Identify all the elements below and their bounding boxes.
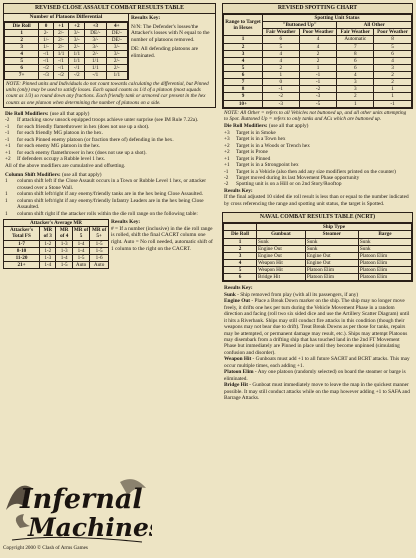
table-row xyxy=(224,36,412,43)
table-cell: 1/1 xyxy=(53,51,69,58)
table-cell: -/1 xyxy=(69,65,85,72)
modifier-value: 1 xyxy=(5,178,8,185)
table-cell: Platoon Elim xyxy=(358,267,411,274)
modifier-text: Target is Prone xyxy=(236,149,268,156)
table-row xyxy=(224,64,412,71)
table-cell: 2 xyxy=(374,72,412,79)
table-cell: -/1 xyxy=(53,58,69,65)
modifier-text: for each enemy flamethrower in hex (does not use up a shot). xyxy=(17,149,147,156)
modifier-value: -2 xyxy=(224,181,229,188)
table-cell: 6 xyxy=(337,57,374,64)
table-cell: 11-20 xyxy=(4,254,40,261)
table-row xyxy=(5,29,128,36)
table-cell: Weapon Hit xyxy=(257,267,306,274)
table-cell: 2 xyxy=(374,79,412,86)
naval-result-text: - Ship removed from play (with all its passengers, if any) xyxy=(235,291,359,298)
table-cell: -3 xyxy=(299,93,337,100)
table-cell: 4 xyxy=(299,36,337,43)
naval-result-entry xyxy=(224,356,411,369)
table-cell: 3 xyxy=(5,43,39,50)
table-row xyxy=(224,238,412,245)
logo-artwork xyxy=(2,470,152,546)
naval-result-entry xyxy=(224,298,411,356)
table-row xyxy=(4,240,109,247)
modifier-text: for each enemy MG platoon in the hex. xyxy=(17,143,101,150)
modifier-value: +1 xyxy=(224,155,230,162)
table-cell: 5 xyxy=(224,64,263,71)
table-cell: -/1 xyxy=(85,72,106,79)
table-cell: 1 xyxy=(337,100,374,107)
logo-word-machines: Machines xyxy=(28,513,152,542)
spotting-sub-header: Fair Weather xyxy=(337,29,374,36)
modifier-text: Target is Pinned xyxy=(236,155,271,162)
naval-result-entry xyxy=(224,369,411,382)
ca-col-header: Die Roll xyxy=(5,22,39,29)
close-assault-table-box xyxy=(3,3,216,108)
table-cell: -1 xyxy=(263,86,300,93)
table-cell: Sunk xyxy=(257,238,306,245)
modifier-value: +1 xyxy=(5,149,11,156)
naval-result-name: Sunk xyxy=(224,291,236,298)
table-cell: -5 xyxy=(299,100,337,107)
close-assault-title: REVISED CLOSE ASSAULT COMBAT RESULTS TABLE xyxy=(4,4,215,14)
table-cell: 8-10 xyxy=(4,247,40,254)
platoons-differential-label: Number of Platoons Differential xyxy=(4,14,128,21)
table-cell: 1 xyxy=(224,238,257,245)
aa-col-header: MR of 3 xyxy=(40,227,56,240)
aa-col-header: MR of 5+ xyxy=(90,227,109,240)
table-cell: 4 xyxy=(224,57,263,64)
table-cell: 2/- xyxy=(106,58,127,65)
table-cell: Automatic xyxy=(337,36,374,43)
table-cell: 1-2 xyxy=(40,240,56,247)
table-cell: 1/1 xyxy=(69,51,85,58)
modifier-text: If attacking snow unsock equipped troops achieve unter surprise (see IM Rule 7.22a). xyxy=(17,117,199,124)
ca-mod-intro: (use all that apply) xyxy=(49,110,90,117)
table-cell: 2 xyxy=(224,43,263,50)
table-cell: -/2 xyxy=(69,72,85,79)
ca-results-key-text2: DE: All defending platoons are eliminated. xyxy=(131,46,199,60)
table-cell: 4 xyxy=(337,72,374,79)
modifier-row xyxy=(5,156,214,162)
modifier-text: If defenders occupy a Rubble level 1 hex. xyxy=(17,156,106,163)
table-cell: Platoon Elim xyxy=(305,274,358,281)
table-cell: 1-5 xyxy=(56,261,72,268)
ca-col-header: +2 xyxy=(69,22,85,29)
table-cell: 1-4 xyxy=(56,254,72,261)
copyright: Copyright 2000 © Clash of Arms Games xyxy=(3,545,88,551)
table-cell: 1/1 xyxy=(69,58,85,65)
naval-result-text: - Place a Break Down marker on the ship. The ship may no longer move freely, it drifts one hex per turn during the Vehicle Movement Phase in a random direction and facing (roll two six sided dice and use the Artillery Scatter Diagram) until it hits a Riverbank. Ships may still conduct fire attacks in this condition (though their weapons may not bear due to drift). Treat Break Downs as per those for tanks, repairs may be attempted, or permanent damage may result, etc.). Ships may attempt Platoons may disembark from a drifting ship that has touched land in the 2nd FT Movement Phase but immediately are Pinned in place until they become unpinned (simulating confusion and disorder). xyxy=(224,298,410,356)
table-cell: -/3 xyxy=(39,72,53,79)
naval-result-text: - Gunboats must add +1 to all future SACRT and BCRT attacks. This may occur multiple times, each adding +1. xyxy=(224,356,410,369)
aa-col-header: Attacker's Total FS xyxy=(4,227,40,240)
table-cell: 21+ xyxy=(4,261,40,268)
table-cell: 2/- xyxy=(106,65,127,72)
table-cell: 1-3 xyxy=(40,254,56,261)
modifier-text: column shift left/right if any enemy/friendly Infantry Leaders are in the hex being Close Assaulted. xyxy=(17,197,204,211)
table-cell: 5 xyxy=(224,267,257,274)
table-cell: 3 xyxy=(224,50,263,57)
modifier-value: -1 xyxy=(5,130,10,137)
naval-table xyxy=(223,223,412,281)
naval-col-header: Barge xyxy=(358,231,411,238)
table-cell: 5 xyxy=(263,43,300,50)
table-row xyxy=(5,51,128,58)
table-cell: 1-3 xyxy=(56,240,72,247)
table-cell: -2 xyxy=(263,93,300,100)
table-cell: -1 xyxy=(299,79,337,86)
table-cell: 4 xyxy=(224,259,257,266)
table-cell: 3/- xyxy=(106,51,127,58)
spotting-sub-header: Poor Weather xyxy=(299,29,337,36)
table-row xyxy=(224,72,412,79)
table-cell: 9 xyxy=(224,93,263,100)
table-row xyxy=(5,65,128,72)
table-row xyxy=(224,252,412,259)
table-cell: 2/- xyxy=(53,29,69,36)
modifier-text: for each friendly flamethrower in hex (does not use up a shot). xyxy=(17,123,150,130)
attacker-average-section xyxy=(3,219,216,269)
table-cell: 1-5 xyxy=(72,254,89,261)
table-cell: Platoon Elim xyxy=(305,267,358,274)
table-cell: 2 xyxy=(299,50,337,57)
table-row xyxy=(224,274,412,281)
table-cell: 1/1 xyxy=(85,65,106,72)
table-cell: 1-5 xyxy=(90,247,109,254)
table-cell: 6 xyxy=(5,65,39,72)
aa-key-title: Results Key: xyxy=(111,219,141,226)
table-cell: 1-3 xyxy=(56,247,72,254)
naval-col-header: Steamer xyxy=(305,231,358,238)
modifier-value: +2 xyxy=(224,142,230,149)
naval-result-text: - Any one platoon (randomly selected) on board the steamer or barge is eliminated. xyxy=(224,369,406,382)
table-row xyxy=(224,43,412,50)
table-cell: Sunk xyxy=(358,245,411,252)
table-cell: Engine Out xyxy=(305,252,358,259)
table-row xyxy=(224,93,412,100)
right-column xyxy=(222,3,413,401)
table-cell: DE/- xyxy=(106,29,127,36)
modifier-text: Target is a Vehicle (also then add any size modifiers printed on the counter) xyxy=(236,168,396,175)
table-cell: Engine Out xyxy=(257,252,306,259)
ca-shift-title: Column Shift Modifiers: xyxy=(5,171,61,178)
naval-table-box xyxy=(222,212,413,282)
table-row xyxy=(224,50,412,57)
table-cell: 6 xyxy=(337,64,374,71)
table-cell: 7 xyxy=(224,79,263,86)
table-cell: 4 xyxy=(263,57,300,64)
table-cell: Sunk xyxy=(358,238,411,245)
table-row xyxy=(224,57,412,64)
table-row xyxy=(4,261,109,268)
modifier-value: -1 xyxy=(5,123,10,130)
table-cell: Platoon Elim xyxy=(358,259,411,266)
table-cell: Bridge Hit xyxy=(257,274,306,281)
modifier-text: column shift left if the Close Assault occurs in a Town or Rubble Level 1 hex, or attacker crossed over a Stone Wall. xyxy=(17,178,206,191)
modifier-value: 1 xyxy=(5,191,8,198)
ca-die-roll-modifiers xyxy=(5,111,214,217)
table-cell: -/2 xyxy=(39,65,53,72)
left-column xyxy=(3,3,216,269)
table-row xyxy=(5,72,128,79)
modifier-text: column shift right if the attacker rolls within the die roll range on the following table: xyxy=(17,210,198,217)
ca-mods-footer: All of the above modifiers are cumulative and offsetting. xyxy=(5,162,126,169)
ca-shift-intro: (use all that apply) xyxy=(61,171,102,178)
attacker-average-title: Attacker's Average MR xyxy=(4,220,109,227)
naval-result-name: Platoon Elim xyxy=(224,369,254,376)
table-cell: 1-4 xyxy=(40,261,56,268)
table-cell: -3 xyxy=(263,100,300,107)
table-cell: Auto xyxy=(90,261,109,268)
table-cell: 2- xyxy=(39,29,53,36)
table-cell: 8 xyxy=(337,50,374,57)
table-cell: 3 xyxy=(224,252,257,259)
ca-results-key-text1: N/N: The Defender's losses/the Attacker's losses with N equal to the number of platoons removed. xyxy=(131,23,210,43)
table-cell: DE/- xyxy=(85,29,106,36)
modifier-value: +1 xyxy=(5,143,11,150)
infernal-machines-logo xyxy=(2,470,152,550)
table-cell: 0 xyxy=(263,79,300,86)
table-cell: 4 xyxy=(263,50,300,57)
table-cell: 7 xyxy=(337,43,374,50)
modifier-text: Target moved during its last Movement Phase opportunity xyxy=(236,175,360,181)
table-cell: 3/- xyxy=(69,29,85,36)
table-row xyxy=(224,79,412,86)
naval-results-key xyxy=(224,285,411,401)
table-cell: -/2 xyxy=(53,72,69,79)
naval-title: NAVAL COMBAT RESULTS TABLE (NCRT) xyxy=(223,213,412,223)
naval-result-text: - Gunboat must immediately move to leave the map in the quickest manner possible. It may still conduct attacks while on the map however adding +1 to SAFA and Barrage Attacks. xyxy=(224,382,410,402)
table-cell: 2 xyxy=(263,64,300,71)
table-cell: 1-4 xyxy=(72,247,89,254)
table-cell: 1/1 xyxy=(106,72,127,79)
table-cell: -1 xyxy=(374,100,412,107)
ca-col-header: +1 xyxy=(53,22,69,29)
table-cell: Platoon Elim xyxy=(358,252,411,259)
modifier-value: +3 xyxy=(224,129,230,136)
table-cell: 8 xyxy=(224,86,263,93)
table-cell: 1-5 xyxy=(90,240,109,247)
aa-col-header: MR of 4 xyxy=(56,227,72,240)
table-cell: 2/- xyxy=(69,43,85,50)
table-row xyxy=(224,259,412,266)
table-cell: 6 xyxy=(224,72,263,79)
table-cell: 1-2 xyxy=(40,247,56,254)
spotting-range-header: Range to Target in Hexes xyxy=(224,15,263,36)
table-cell: 1-4 xyxy=(72,240,89,247)
table-cell: 1 xyxy=(224,36,263,43)
table-cell: Sunk xyxy=(305,238,358,245)
spotting-title: REVISED SPOTTING CHART xyxy=(223,4,412,14)
modifier-value: 1 xyxy=(5,210,8,217)
table-cell: 1 xyxy=(374,93,412,100)
naval-ship-type-header: Ship Type xyxy=(257,224,412,231)
modifier-text: for each Pinned enemy platoon (or fraction there of) defending in the hex. xyxy=(17,136,174,143)
modifier-row xyxy=(5,198,214,211)
table-cell: -/1 xyxy=(53,65,69,72)
table-cell: 1/- xyxy=(39,36,53,43)
table-row xyxy=(4,254,109,261)
table-cell: 7+ xyxy=(5,72,39,79)
table-cell: 2/- xyxy=(53,43,69,50)
table-cell: 6 xyxy=(374,50,412,57)
modifier-text: Target is in a Woods or Trench hex xyxy=(236,142,310,149)
spotting-sub-header: Fair Weather xyxy=(263,29,300,36)
table-row xyxy=(5,36,128,43)
table-cell: 4 xyxy=(374,57,412,64)
table-row xyxy=(4,247,109,254)
table-cell: -1 xyxy=(299,72,337,79)
naval-result-entry xyxy=(224,382,411,401)
table-cell: 1-7 xyxy=(4,240,40,247)
aa-col-header: MR of 5 xyxy=(73,227,89,240)
table-cell: Weapon Hit xyxy=(257,259,306,266)
table-cell: -/1 xyxy=(39,51,53,58)
table-cell: 3 xyxy=(374,64,412,71)
spotting-sub-header: Poor Weather xyxy=(374,29,412,36)
modifier-text: column shift left/right if any enemy/friendly tanks are in the hex being Close Assaulted. xyxy=(17,191,203,198)
table-cell: 3/- xyxy=(69,36,85,43)
spotting-other-header: All Other xyxy=(337,22,412,29)
table-cell: 3 xyxy=(337,86,374,93)
modifier-value: 1 xyxy=(5,197,8,204)
modifier-text: for each friendly MG platoon in the hex. xyxy=(17,130,103,137)
spotting-buttoned-header: "Buttoned Up" xyxy=(263,22,337,29)
table-cell: 5 xyxy=(374,43,412,50)
spotting-status-header: Spotting Unit Status xyxy=(263,15,412,22)
table-cell: Engine Out xyxy=(257,245,306,252)
table-cell: 2 xyxy=(5,36,39,43)
table-cell: 3 xyxy=(337,79,374,86)
table-row xyxy=(224,245,412,252)
close-assault-table xyxy=(4,22,128,80)
sp-key-text: If the final adjusted 10 sided die roll result is less than or equal to the number indicated by cross referencing the range and spotting unit status, the target is Spotted. xyxy=(224,194,409,207)
modifier-value: -1 xyxy=(5,136,10,143)
spotting-chart-box xyxy=(222,3,413,109)
table-cell: -/1 xyxy=(39,58,53,65)
naval-result-name: Engine Out xyxy=(224,298,251,305)
spotting-note: NOTE: All Other = refers to all Vehicles not buttoned up, and all other units attempting to Spot. Buttoned Up = refers to only tanks and ACs which are buttoned up. xyxy=(224,109,407,123)
table-cell: 1 xyxy=(5,29,39,36)
sp-key-title: Results Key: xyxy=(224,187,253,194)
table-cell: 3/- xyxy=(85,43,106,50)
table-row xyxy=(5,58,128,65)
table-cell: 2 xyxy=(299,57,337,64)
table-cell: 5 xyxy=(5,58,39,65)
attacker-average-table xyxy=(3,219,109,269)
table-cell: 3/- xyxy=(85,36,106,43)
table-cell: 6 xyxy=(224,274,257,281)
modifier-value: +2 xyxy=(224,149,230,156)
table-cell: Platoon Elim xyxy=(358,274,411,281)
spotting-modifiers xyxy=(224,123,411,207)
table-cell: -2 xyxy=(299,86,337,93)
table-cell: 2/- xyxy=(85,51,106,58)
naval-result-name: Weapon Hit xyxy=(224,356,252,363)
table-cell: 1/1 xyxy=(85,58,106,65)
aa-key-text: # = If a number (inclusive) in the die roll range is rolled, shift the final CACRT column one right. Auto = No roll needed, automatic shift of 1 column to the right on the CACRT. xyxy=(111,225,213,252)
modifier-value: +1 xyxy=(224,162,230,169)
table-cell: Auto xyxy=(72,261,89,268)
table-cell: 2 xyxy=(224,245,257,252)
table-cell: 8 xyxy=(374,36,412,43)
table-row xyxy=(224,267,412,274)
ca-col-header: 4+ xyxy=(106,22,127,29)
modifier-value: +3 xyxy=(224,136,230,143)
logo-word-infernal: Infernal xyxy=(20,484,143,515)
naval-key-title: Results Key: xyxy=(224,285,253,292)
sp-mod-title: Die Roll Modifiers: xyxy=(224,123,268,130)
ca-col-header: +3 xyxy=(85,22,106,29)
table-row xyxy=(224,86,412,93)
modifier-text: Target is in a Town hex xyxy=(236,136,286,143)
table-cell: 1 xyxy=(374,86,412,93)
table-cell: 1/- xyxy=(39,43,53,50)
spotting-table xyxy=(223,14,412,108)
table-cell: 1-6 xyxy=(90,254,109,261)
table-cell: 4 xyxy=(299,43,337,50)
modifier-row xyxy=(5,211,214,217)
modifier-text: Target is in Smoke xyxy=(236,129,276,136)
table-cell: Engine Out xyxy=(305,259,358,266)
table-cell: 1 xyxy=(263,72,300,79)
naval-result-name: Bridge Hit xyxy=(224,382,248,389)
naval-col-header: Die Roll xyxy=(224,231,257,238)
table-cell: 3/- xyxy=(106,43,127,50)
ca-col-header: 0 xyxy=(39,22,53,29)
table-cell: 10+ xyxy=(224,100,263,107)
ca-note: NOTE: Pinned units and Individuals do not count towards calculating the differential, but Pinned units (only) may be used to satisfy losses. Each squad counts as 1/4 of a platoon (most squads count as 1/3) so round down any fractions. Each friendly tank or armored car present in the hex counts as one platoon when determining the number of platoons on a side. xyxy=(6,80,209,106)
modifier-row xyxy=(224,181,411,187)
modifier-value: +2 xyxy=(5,156,11,163)
ca-mod-title: Die Roll Modifiers: xyxy=(5,110,49,117)
table-cell: 1 xyxy=(299,64,337,71)
sp-mod-intro: (use all that apply) xyxy=(268,123,309,130)
table-cell: Sunk xyxy=(305,245,358,252)
modifier-value: -2 xyxy=(5,117,10,124)
table-row xyxy=(224,100,412,107)
table-cell: 2 xyxy=(337,93,374,100)
ca-results-key-title: Results Key: xyxy=(131,15,161,22)
modifier-value: -1 xyxy=(224,168,229,175)
naval-col-header: Gunboat xyxy=(257,231,306,238)
modifier-text: Spotting unit is on a Hill or on 2nd Story/Rooftop xyxy=(236,181,342,188)
modifier-row xyxy=(5,178,214,191)
modifier-value: -2 xyxy=(224,175,229,181)
table-cell: DE/- xyxy=(106,36,127,43)
table-cell: 4 xyxy=(5,51,39,58)
table-row xyxy=(5,43,128,50)
table-cell: 6 xyxy=(263,36,300,43)
modifier-text: Target is in a Strongpoint hex xyxy=(236,162,299,169)
table-cell: 2/- xyxy=(53,36,69,43)
